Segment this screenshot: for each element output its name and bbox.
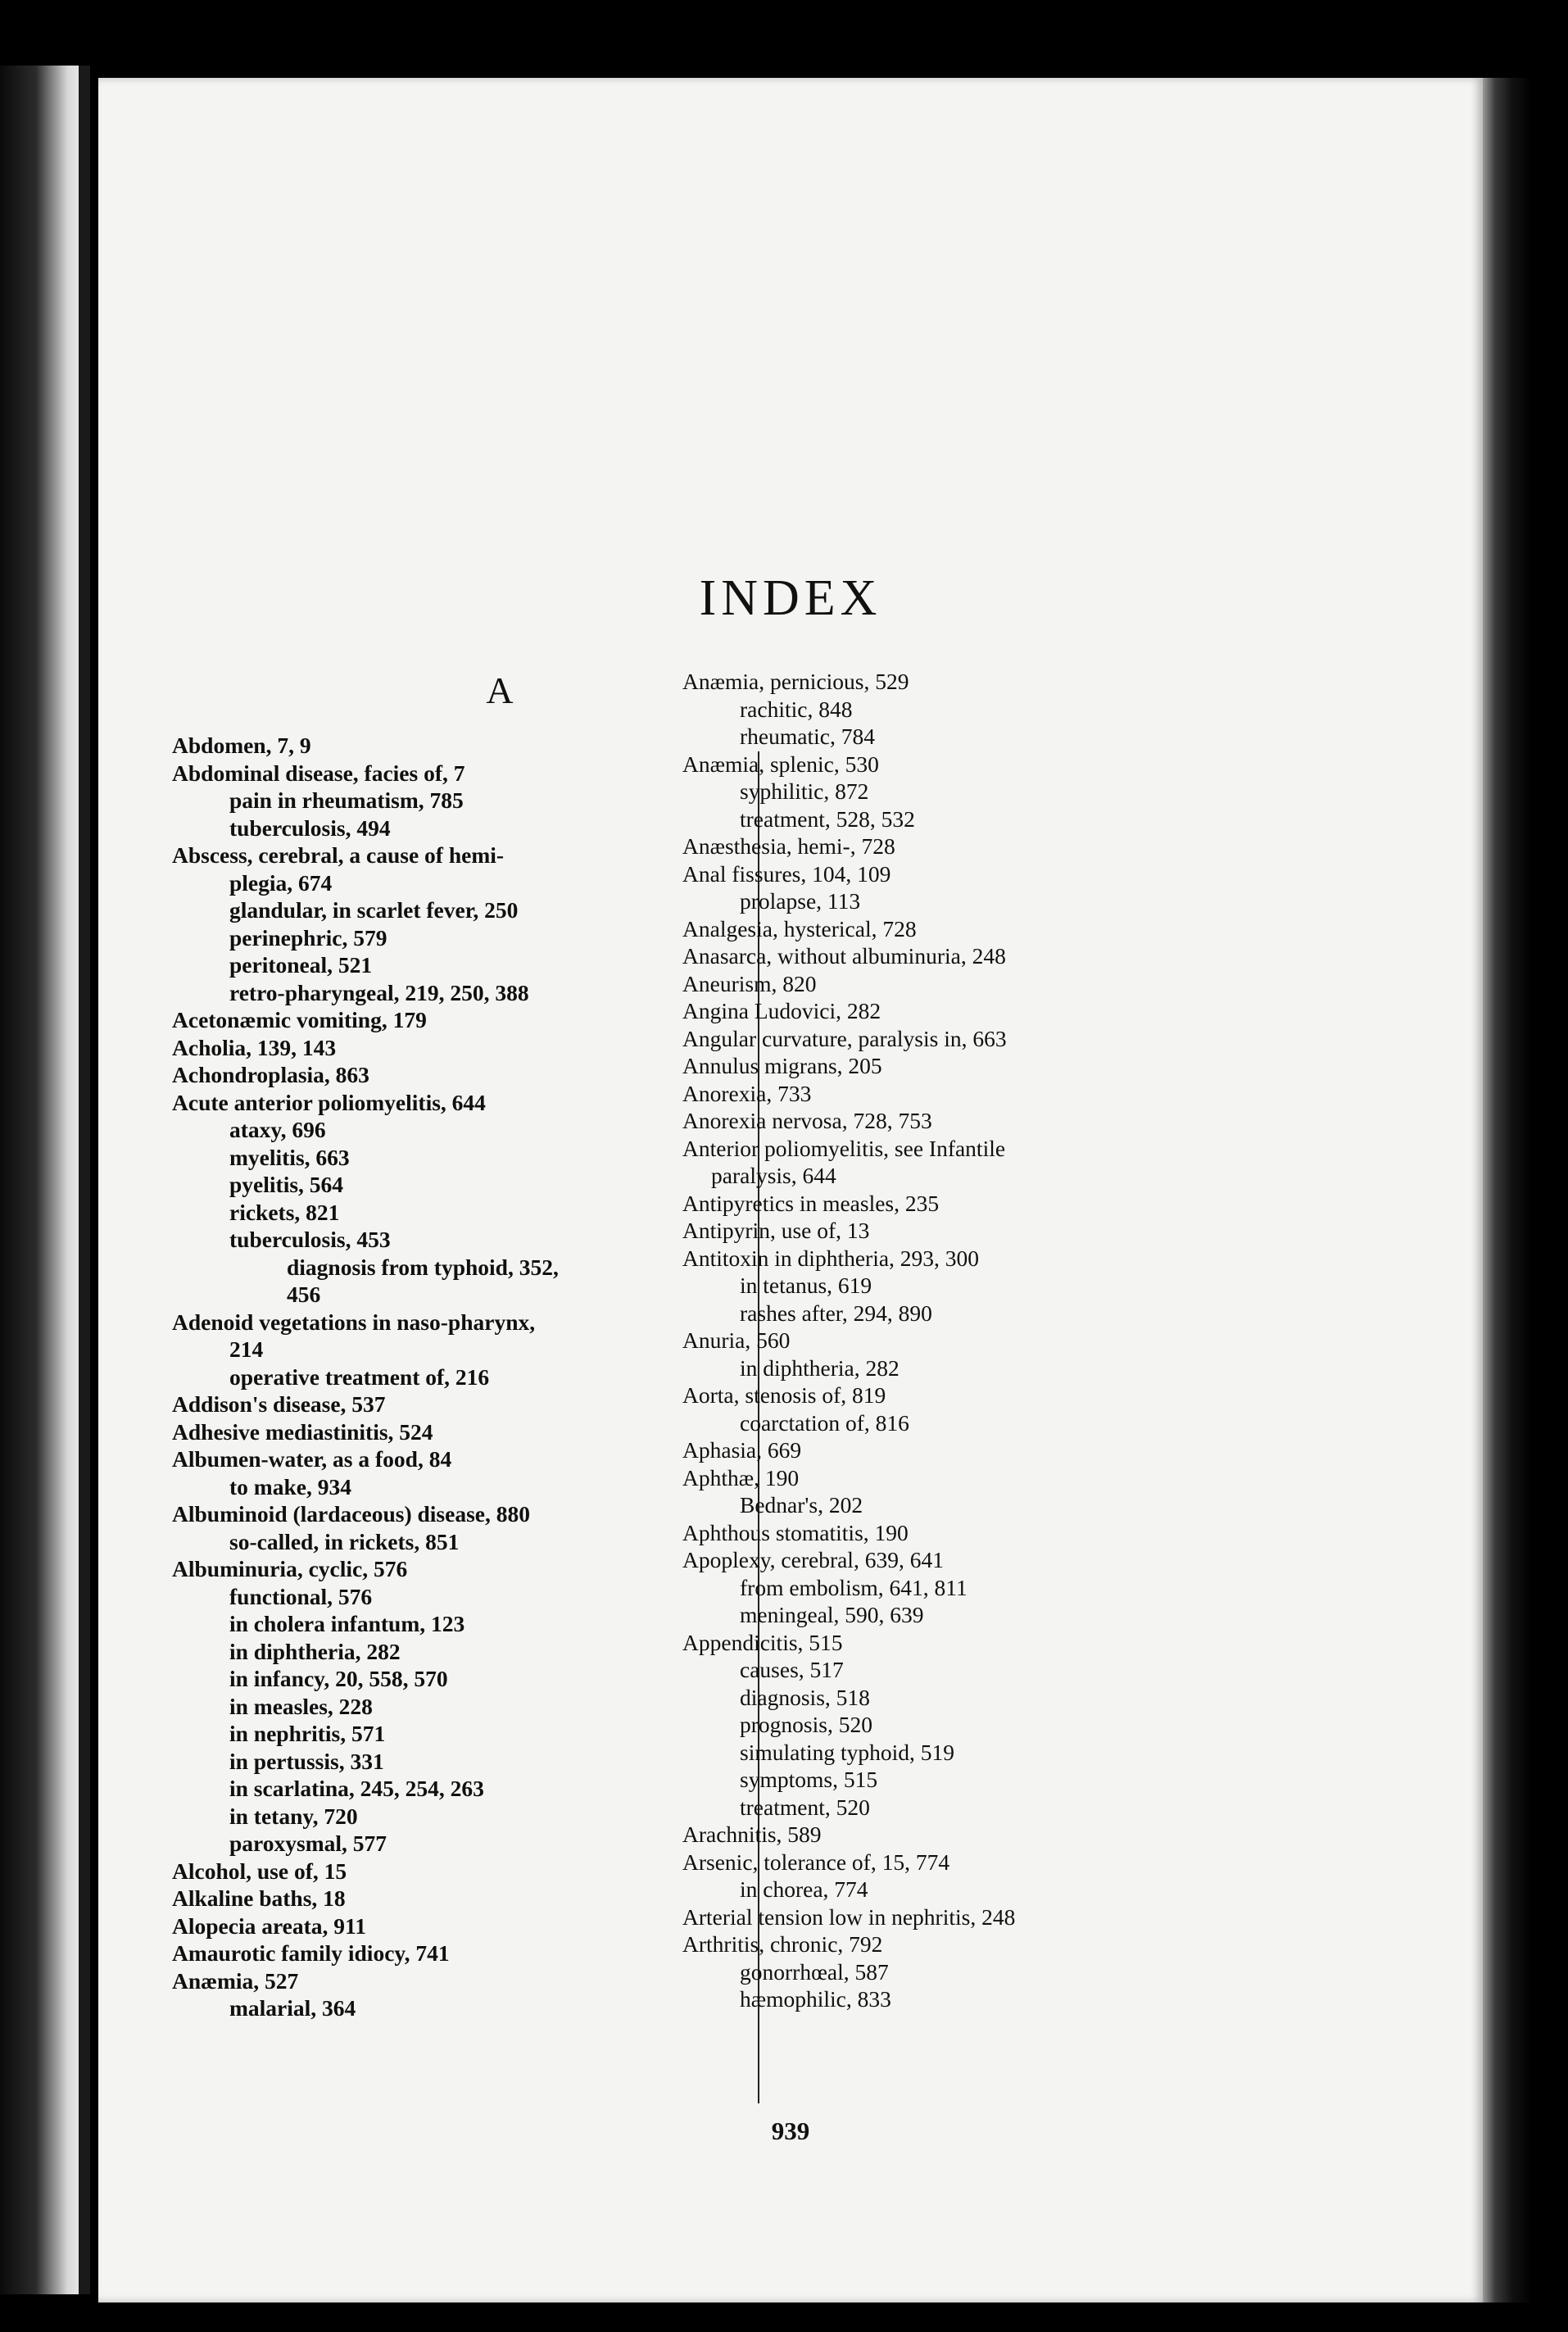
index-entry: treatment, 528, 532 xyxy=(740,805,915,832)
index-entry: in pertussis, 331 xyxy=(229,1748,384,1774)
index-entry: Alopecia areata, 911 xyxy=(172,1912,367,1939)
index-entry: Angina Ludovici, 282 xyxy=(682,998,881,1023)
index-entry: rachitic, 848 xyxy=(740,696,853,722)
index-entry: Alkaline baths, 18 xyxy=(172,1885,346,1911)
index-entry: Anæmia, 527 xyxy=(172,1967,299,1994)
index-entry: Achondroplasia, 863 xyxy=(172,1062,369,1087)
index-entry: Arsenic, tolerance of, 15, 774 xyxy=(682,1849,950,1875)
index-entry: tuberculosis, 453 xyxy=(229,1227,391,1252)
index-entry: simulating typhoid, 519 xyxy=(740,1739,955,1765)
index-entry: in chorea, 774 xyxy=(740,1876,868,1902)
index-entry: Acetonæmic vomiting, 179 xyxy=(172,1007,427,1032)
page-right-shadow xyxy=(1483,78,1532,2303)
index-entry: coarctation of, 816 xyxy=(740,1409,909,1436)
index-entry: in infancy, 20, 558, 570 xyxy=(229,1666,448,1691)
index-entry: Arterial tension low in nephritis, 248 xyxy=(682,1903,1016,1930)
index-entry: myelitis, 663 xyxy=(229,1144,350,1170)
index-entry: Aneurism, 820 xyxy=(682,970,817,996)
index-entry: from embolism, 641, 811 xyxy=(740,1574,968,1600)
index-entry: paralysis, 644 xyxy=(711,1163,836,1188)
index-entry: Aphthæ, 190 xyxy=(682,1464,800,1490)
index-entry: Anorexia nervosa, 728, 753 xyxy=(682,1108,932,1133)
index-entry: Analgesia, hysterical, 728 xyxy=(682,915,917,941)
index-entry: Anterior poliomyelitis, see Infantile xyxy=(682,1135,1006,1161)
index-entry: operative treatment of, 216 xyxy=(229,1363,490,1390)
index-entry: Anæmia, splenic, 530 xyxy=(682,751,879,777)
index-entry: Abscess, cerebral, a cause of hemi- xyxy=(172,842,505,868)
index-entry: Adhesive mediastinitis, 524 xyxy=(172,1418,433,1445)
index-entry: in tetany, 720 xyxy=(229,1803,358,1829)
index-entry: perinephric, 579 xyxy=(229,924,387,950)
index-entry: Acute anterior poliomyelitis, 644 xyxy=(172,1089,486,1115)
index-entry: Abdomen, 7, 9 xyxy=(172,733,311,758)
index-column-left xyxy=(172,668,745,2022)
index-entry: in tetanus, 619 xyxy=(740,1273,872,1298)
index-entry: diagnosis, 518 xyxy=(740,1684,870,1710)
book-spine-shadow xyxy=(0,66,90,2294)
page-title: INDEX xyxy=(699,570,882,626)
index-entry: Annulus migrans, 205 xyxy=(682,1053,882,1078)
index-entry: peritoneal, 521 xyxy=(229,952,373,978)
index-entry: treatment, 520 xyxy=(740,1794,870,1820)
index-entry: Antitoxin in diphtheria, 293, 300 xyxy=(682,1245,980,1271)
index-entry: in measles, 228 xyxy=(229,1693,373,1719)
index-entry: Aorta, stenosis of, 819 xyxy=(682,1382,886,1408)
index-entry: Alcohol, use of, 15 xyxy=(172,1858,347,1884)
index-entry: rheumatic, 784 xyxy=(740,724,875,749)
index-entry: Antipyrin, use of, 13 xyxy=(682,1218,870,1243)
index-entry: so-called, in rickets, 851 xyxy=(229,1528,460,1554)
index-entry: Anæsthesia, hemi-, 728 xyxy=(682,833,895,859)
index-entry: Appendicitis, 515 xyxy=(682,1629,843,1655)
index-entry: in scarlatina, 245, 254, 263 xyxy=(229,1776,484,1801)
index-entry: Apoplexy, cerebral, 639, 641 xyxy=(682,1547,944,1572)
previous-page-edge xyxy=(79,66,90,2294)
index-entry: 456 xyxy=(287,1282,321,1307)
index-entry: hæmophilic, 833 xyxy=(740,1986,891,2012)
index-entry: Anasarca, without albuminuria, 248 xyxy=(682,943,1006,969)
index-entry: Aphthous stomatitis, 190 xyxy=(682,1519,909,1545)
index-entry: prolapse, 113 xyxy=(740,888,861,914)
index-entry: paroxysmal, 577 xyxy=(229,1831,387,1856)
index-entry: causes, 517 xyxy=(740,1657,844,1682)
index-entry: Anal fissures, 104, 109 xyxy=(682,860,891,887)
index-entry: ataxy, 696 xyxy=(229,1117,326,1142)
index-entry: functional, 576 xyxy=(229,1583,373,1609)
index-entry: in cholera infantum, 123 xyxy=(229,1611,465,1636)
index-entry: Anorexia, 733 xyxy=(682,1080,812,1106)
index-entry: in nephritis, 571 xyxy=(229,1721,386,1746)
index-entry: Adenoid vegetations in naso-pharynx, xyxy=(172,1309,536,1335)
index-entry: Albumen-water, as a food, 84 xyxy=(172,1446,452,1472)
section-letter: A xyxy=(486,669,514,711)
index-entry: Bednar's, 202 xyxy=(740,1492,863,1518)
index-entry: glandular, in scarlet fever, 250 xyxy=(229,897,519,923)
index-entry: meningeal, 590, 639 xyxy=(740,1602,924,1627)
index-entry: Antipyretics in measles, 235 xyxy=(682,1190,940,1216)
index-entry: Albuminuria, cyclic, 576 xyxy=(172,1556,408,1581)
index-entry: Addison's disease, 537 xyxy=(172,1391,386,1417)
index-entry: Albuminoid (lardaceous) disease, 880 xyxy=(172,1501,530,1527)
index-entry: plegia, 674 xyxy=(229,869,333,896)
index-entry: to make, 934 xyxy=(229,1473,351,1499)
index-entry: rashes after, 294, 890 xyxy=(740,1300,932,1326)
index-entry: Abdominal disease, facies of, 7 xyxy=(172,760,465,786)
index-entry: Acholia, 139, 143 xyxy=(172,1034,337,1060)
index-entry: prognosis, 520 xyxy=(740,1712,872,1737)
index-entry: Arthritis, chronic, 792 xyxy=(682,1931,883,1957)
index-entry: malarial, 364 xyxy=(229,1995,356,2021)
index-entry: tuberculosis, 494 xyxy=(229,814,391,841)
page-number: 939 xyxy=(771,2116,810,2145)
index-entry: syphilitic, 872 xyxy=(740,778,869,804)
index-entry: rickets, 821 xyxy=(229,1199,340,1225)
index-entry: Aphasia, 669 xyxy=(682,1437,802,1463)
index-entry: symptoms, 515 xyxy=(740,1767,878,1792)
index-entry: pyelitis, 564 xyxy=(229,1172,344,1197)
index-entry: gonorrhœal, 587 xyxy=(740,1958,889,1985)
index-entry: retro-pharyngeal, 219, 250, 388 xyxy=(229,979,529,1005)
index-entry: in diphtheria, 282 xyxy=(740,1354,900,1381)
index-entry: Anuria, 560 xyxy=(682,1327,791,1353)
index-entry: diagnosis from typhoid, 352, xyxy=(287,1254,559,1280)
index-column-right xyxy=(682,668,1272,2013)
index-entry: Amaurotic family idiocy, 741 xyxy=(172,1940,450,1966)
index-entry: pain in rheumatism, 785 xyxy=(229,787,464,813)
index-entry: in diphtheria, 282 xyxy=(229,1638,401,1664)
index-entry: Anæmia, pernicious, 529 xyxy=(682,669,909,694)
index-entry: 214 xyxy=(229,1336,264,1362)
index-entry: Arachnitis, 589 xyxy=(682,1822,822,1847)
index-entry: Angular curvature, paralysis in, 663 xyxy=(682,1025,1007,1051)
